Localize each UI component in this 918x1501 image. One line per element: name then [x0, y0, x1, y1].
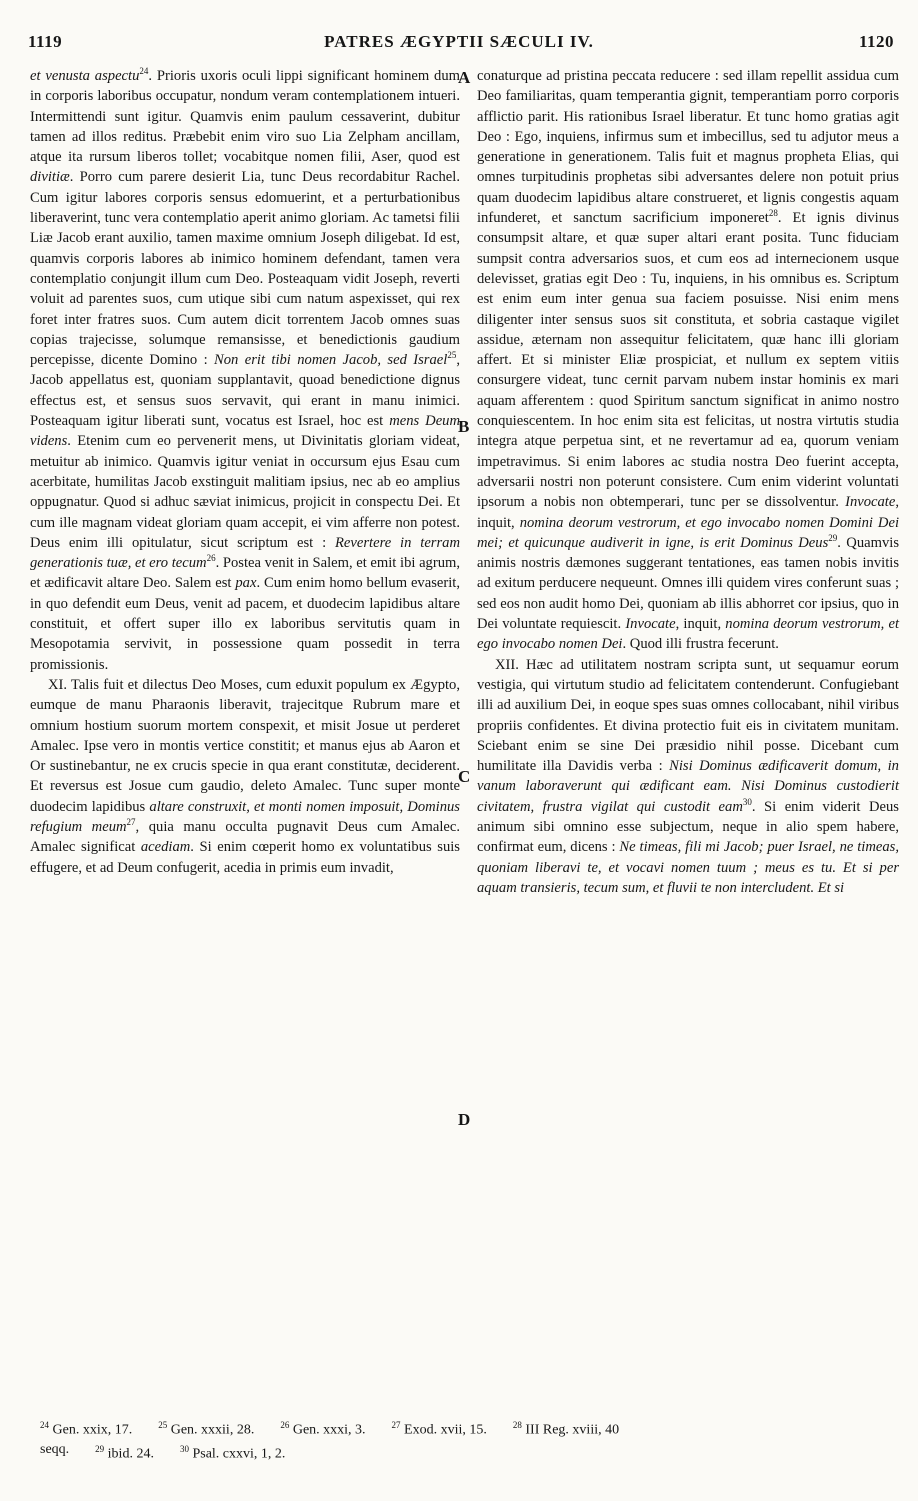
body-text: conaturque ad pristina peccata reducere : sed illam repellit assidua cum Deo familiaritas, quam temperantia gignit, temperantiam porro corporis afflictio parit. His rationibus Israel liberatur. Et tunc homo gratias agit Deo : Ego, inquiens, infirmus sum et imbecillus, sed tu adjutor meus a generatione in generationem. Talis fuit et magnus propheta Elias, qui omnes turpitudinis prophetas sibi adversantes delere non potuit prius quam duodecim lapidibus altare construeret, et lignis congestis aquam infunderet, et sanctum sacrificium imponeret	[477, 68, 899, 227]
body-text: , quia manu occulta pugnavit Deus cum Amalec. Amalec significat	[30, 818, 461, 856]
body-text: , inquit,	[675, 616, 722, 633]
italic-text: Ne timeas, fili mi Jacob; puer Israel, ne timeas, quoniam liberavi te, et vocavi nomen tuum ; meus es tu. Et si per aquam transieris, tecum sum, et fluvii te non intercludent. Et si	[477, 839, 899, 896]
body-text: , inquit,	[477, 494, 899, 531]
footnote-number: 30	[179, 1443, 189, 1454]
footnote-text: Exod. xvii, 15.	[404, 1422, 487, 1438]
italic-text: mens Deum videns	[30, 413, 461, 450]
body-text: . Et ignis divinus consumpsit altare, et quæ super altari erant posita. Tunc fiduciam sumpsit contra adversarios suos, et cum eos ad internecionem usque delevisset, gratias egit Deo : Tu, inquiens, in his omnibus es. Scriptum est enim eum inter genua sua faciem posuisse. Nisi enim mens diligenter inter sensus suos sit constituta, et sobria castaque vigilet assidue, æternam non assequitur felicitatem, quæ hanc illi gloriam affert. Et si minister Eliæ prospiciat, et nullum ex septem vitiis consurgere videat, tunc cernit parvam nubem instar hominis ex mari aquam afferentem : quod Spiritum sanctum significat in animo nostro conquiescentem. In hoc enim sita est felicitas, ut nostra virtutis studia integra atque perpetua sint, et ne revertamur ad ea, quorum veniam impetravimus. Si enim labores ac studia nostra Deo fuerint accepta, adversarii nostri non poterunt consistere. Cum enim viderint voluntati ipsorum a nobis non obtemperari, tunc per se dissolventur.	[477, 210, 899, 511]
footnote-24	[40, 1416, 132, 1440]
footnote-text: III Reg. xviii, 40	[525, 1422, 620, 1438]
right-column	[477, 66, 899, 898]
body-text: . Cum enim homo bellum evaserit, in quo defendit eum Deus, venit ad pacem, et duodecim lapidibus altare constituit, et offert super illo ex laboribus servitutis quam in Mesopotamia servivit, in possessione quam possedit in terra promissionis.	[30, 575, 460, 673]
body-text: XII. Hæc ad utilitatem nostram scripta sunt, ut sequamur eorum vestigia, qui virtutum studio ad felicitatem contenderunt. Confugiebant illi ad auxilium Dei, in eoque spes suas omnes collocabant, nihil viribus propriis confidentes. Et divina protectio fuit eis in civitatem munitam. Sciebant enim se sine Dei præsidio nihil posse. Dicebant cum humilitate illa Davidis verba :	[477, 656, 899, 775]
footnote-ref: 24	[139, 66, 149, 77]
footnote-ref: 30	[742, 796, 752, 807]
left-page-number: 1119	[28, 32, 63, 51]
footnote-ref: 27	[126, 817, 136, 828]
italic-text: Invocate	[845, 494, 896, 511]
body-text: . Prioris uxoris oculi lippi significant hominem dum in corporis laboribus occupatur, nondum veram contemplationem intueri. Intermittendi sunt igitur. Quamvis enim paulum cessaverint, dubitur tamen ad illos reditus. Præbebit enim viro suo Lia Zelpham ancillam, atque ita rursum liberos tollet; vocabitque nomen filii, Aser, quod est	[30, 68, 460, 166]
margin-letter-a: A	[458, 68, 471, 87]
footnote-number: 29	[95, 1443, 105, 1454]
body-text: XI. Talis fuit et dilectus Deo Moses, cum eduxit populum ex Ægypto, eumque de manu Pharaonis liberavit, trajecitque Rubrum mare et omnium hostium suorum mortem conspexit, et misit Josue ut perderet Amalec. Ipse vero in montis vertice constitit; et manus ejus ab Aaron et Or sustinebantur, ne ex crucis specie in qua erant constitutæ, deciderent. Et reversus est Josue cum gaudio, deleto Amalec. Tunc super monte duodecim lapidibus	[30, 676, 460, 815]
italic-text: Nisi Dominus ædificaverit domum, in vanum laboraverunt qui ædificant eam. Nisi Dominus custodierit civitatem, frustra vigilat qui custodit eam	[477, 758, 899, 815]
footnotes	[40, 1416, 900, 1463]
footnote-ref: 25	[447, 350, 457, 361]
footnote-28	[513, 1416, 619, 1440]
footnote-26	[280, 1416, 365, 1440]
footnote-ref: 29	[828, 532, 838, 543]
italic-text: Non erit tibi nomen Jacob, sed Israel	[214, 352, 448, 369]
footnote-30	[180, 1440, 285, 1464]
footnote-25	[158, 1416, 254, 1440]
footnote-29	[95, 1440, 154, 1464]
footnote-number: 25	[158, 1420, 168, 1430]
italic-text: pax	[235, 575, 257, 592]
body-text: . Porro cum parere desierit Lia, tunc Deus recordabitur Rachel. Cum igitur labores corporis sensus edomuerint, et a perturbationibus liberaverint, tunc vera contemplatio aperit animo gloriam. Ac tametsi filii Liæ Jacob erant auxilio, tamen maxime omnium Joseph diligebat. Id est, quamvis corporis labores ab inimico hominem defendant, tamen vera contemplatio conjungit illum cum Deo. Posteaquam vidit Joseph, reverti voluit ad parentes suos, cum utique sibi cum natum aspexisset, qui rex foret inter fratres suos. Cum autem dicit torrentem Jacob omnes suas copias trajecisse, solumque remansisse, et benedictionis gaudium percepisse, dicente Domino :	[30, 169, 460, 369]
footnote-ref: 28	[768, 208, 778, 219]
footnote-number: 28	[512, 1420, 522, 1430]
body-text: . Postea venit in Salem, et emit ibi agrum, et ædificavit altare Deo. Salem est	[30, 555, 460, 592]
left-paragraph-1	[30, 66, 460, 675]
footnote-text: Gen. xxxi, 3.	[292, 1422, 366, 1438]
italic-text: Revertere in terram generationis tuæ, et ero tecum	[30, 534, 460, 572]
italic-text: nomina deorum vestrorum, et ego invocabo nomen Dei	[477, 616, 900, 653]
body-text: . Si enim cœperit homo ex voluntatibus suis effugere, et ad Deum confugerit, acedia in primis eum invadit,	[30, 839, 460, 876]
right-paragraph-1	[477, 66, 899, 655]
right-page-number: 1120	[858, 32, 894, 51]
running-title: PATRES ÆGYPTII SÆCULI IV.	[324, 32, 594, 51]
italic-text: nomina deorum vestrorum, et ego invocabo nomen Domini Dei mei; et quicunque audiverit in igne, is erit Dominus Deus	[477, 514, 899, 551]
footnote-28-continued: seqq.	[40, 1441, 70, 1457]
italic-text: acediam	[140, 839, 191, 856]
margin-letter-d: D	[458, 1110, 471, 1129]
body-text: . Etenim cum eo pervenerit mens, ut Divinitatis gloriam videat, metuitur ab inimico. Quamvis igitur veniat in occursum ejus Esau cum acerbitate, humilitas Jacob exstinguit malitiam ipsius, nec ab eo amplius oppugnatur. Quod si adhuc sæviat inimicus, projicit in conspectu Dei. Et cum ille magnam videat gloriam quam accepit, ei vim afferre non potest. Deus enim illi opitulatur, sicut scriptum est :	[30, 433, 460, 551]
footnote-line-2	[40, 1440, 900, 1464]
footnote-number: 27	[391, 1420, 401, 1430]
body-text: . Si enim viderit Deus animum sibi omnino esse subjectum, neque in alio spem habere, confirmat eum, dicens :	[477, 798, 899, 856]
footnote-ref: 26	[206, 553, 216, 564]
italic-text: divitiæ	[30, 169, 70, 186]
body-text: , Jacob appellatus est, quoniam supplantavit, quoad benedictione dignus effectus est, et sensus suos servavit, qui erant in manu inimici. Posteaquam igitur liberati sunt, vocatus est Israel, hoc est	[30, 352, 460, 430]
body-text: . Quamvis animis nostris dæmones suggerant tentationes, eas tamen nobis invitis ad exitum perducere nequeunt. Omnes illi quidem vires conferunt suas ; sed eos non audit homo Dei, quoniam ab illis abhorret cor ipsius, quo in Dei voluntate requiescit.	[477, 534, 899, 633]
right-paragraph-2	[477, 655, 899, 899]
footnote-number: 24	[40, 1420, 49, 1430]
footnote-text: Gen. xxxii, 28.	[170, 1422, 255, 1438]
footnote-text: Gen. xxix, 17.	[52, 1422, 133, 1438]
footnote-number: 26	[280, 1420, 290, 1430]
italic-text: altare construxit, et monti nomen imposuit, Dominus refugium meum	[30, 798, 460, 835]
footnote-27	[392, 1416, 487, 1440]
left-column	[30, 66, 460, 878]
left-paragraph-2	[30, 675, 460, 878]
italic-text: Invocate	[625, 616, 676, 633]
italic-text: et venusta aspectu	[30, 68, 140, 84]
body-text: . Quod illi frustra fecerunt.	[622, 636, 779, 653]
margin-letter-b: B	[458, 417, 470, 436]
footnote-text: Psal. cxxvi, 1, 2.	[192, 1446, 286, 1462]
footnote-text: ibid. 24.	[107, 1446, 154, 1462]
footnote-line-1	[40, 1416, 900, 1440]
margin-letter-c: C	[458, 767, 471, 786]
